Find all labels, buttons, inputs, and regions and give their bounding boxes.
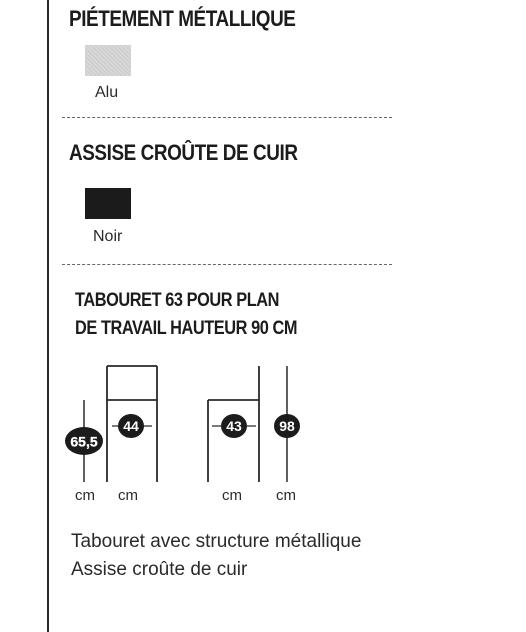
frame-section-title: PIÉTEMENT MÉTALLIQUE xyxy=(69,6,296,31)
unit-label: cm xyxy=(222,487,242,504)
alu-swatch-label: Alu xyxy=(95,84,119,101)
width-badge xyxy=(118,414,144,438)
seat-section-title: ASSISE CROÛTE DE CUIR xyxy=(69,140,298,165)
description-line2: Assise croûte de cuir xyxy=(71,559,248,580)
noir-swatch-label: Noir xyxy=(93,228,123,245)
description-line1: Tabouret avec structure métallique xyxy=(71,531,362,552)
total-height-value: 98 xyxy=(279,418,295,434)
depth-badge xyxy=(221,414,247,438)
product-title-line1: TABOURET 63 POUR PLAN xyxy=(75,290,280,311)
unit-label: cm xyxy=(118,487,138,504)
seat-height-value: 65,5 xyxy=(70,433,98,450)
total-height-badge xyxy=(274,414,300,438)
unit-label: cm xyxy=(75,487,95,504)
width-value: 44 xyxy=(123,418,139,434)
product-title-line2: DE TRAVAIL HAUTEUR 90 CM xyxy=(75,318,298,339)
product-description xyxy=(71,528,361,584)
unit-label: cm xyxy=(276,487,296,504)
seat-height-badge xyxy=(65,427,103,455)
depth-value: 43 xyxy=(226,418,242,434)
